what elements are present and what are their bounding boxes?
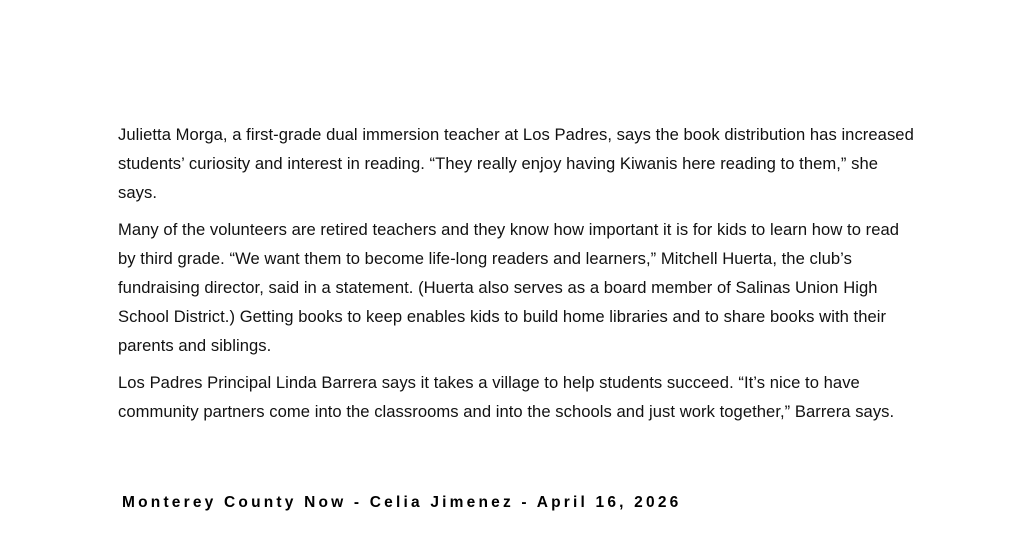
source-byline: Monterey County Now - Celia Jimenez - April 16, 2026	[122, 494, 682, 511]
article-paragraph-3: Los Padres Principal Linda Barrera says it takes a village to help students succeed. “It’s nice to have community partners come into the classrooms and into the schools and just work together,” Barrera says.	[118, 373, 895, 421]
article-body	[118, 120, 918, 434]
article-paragraph-2: Many of the volunteers are retired teachers and they know how important it is for kids to learn how to read by third grade. “We want them to become life-long readers and learners,” Mitchell Huerta, the club’s fundraising director, said in a statement. (Huerta also serves as a board member of Salinas Union High School District.) Getting books to keep enables kids to build home libraries and to share books with their parents and siblings.	[118, 220, 900, 355]
article-paragraph-1: Julietta Morga, a first-grade dual immersion teacher at Los Padres, says the book distribution has increased students’ curiosity and interest in reading. “They really enjoy having Kiwanis here reading to them,” she says.	[118, 125, 914, 202]
